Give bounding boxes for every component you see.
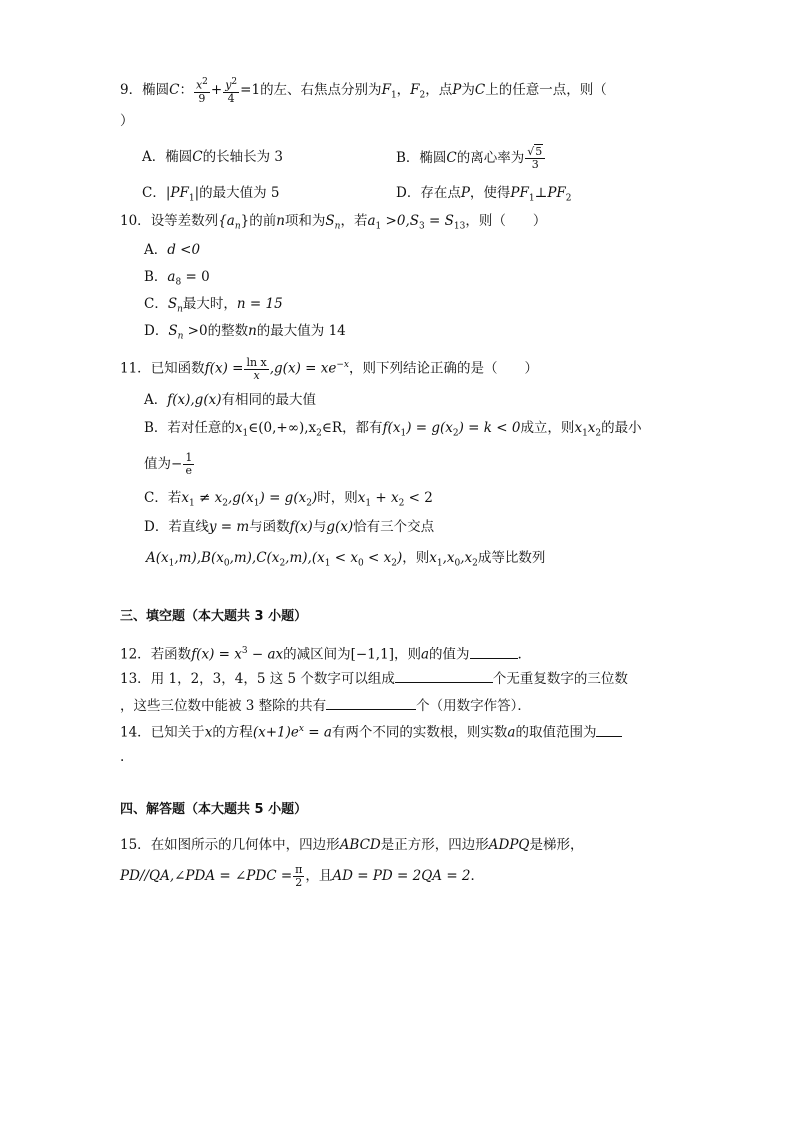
q11-option-b: B．若对任意的$x_1\in(0,+\infty),x_2\in R$，都有$f(x_1) = g(x_2) = k < 0$成立，则$x_1x_2$的最小 [144, 420, 642, 439]
q9-option-c: C．$|PF_1|$的最大值为 5 [142, 185, 280, 204]
fraction-y2-over-4: $\frac{y^2}{4}$ [225, 77, 238, 105]
q11-option-d-cont: $A(x_1,m),B(x_0,m),C(x_2,m),(x_1 < x_0 < x_2)$，则$x_1,x_0,x_2$成等比数列 [146, 550, 546, 569]
q10-option-c: C．$S_n$最大时，n = 15 [144, 296, 283, 315]
fraction-1-over-e: $\frac{1}{e}$ [185, 451, 193, 477]
q10-option-a: A．d <0 [144, 242, 201, 258]
q12: 12．若函数$f(x) = x^3$ − ax的减区间为[−1,1]，则a的值为 . [120, 646, 522, 663]
q10-stem: 10．设等差数列$\{a_n\}$的前n项和为$S_n$，若$a_1 >0,S_3 = S_{13}$，则（ ） [120, 213, 547, 232]
section-4-heading: 四、解答题（本大题共 5 小题） [120, 802, 308, 817]
q13-answer-blank-1[interactable] [395, 669, 493, 683]
q9-option-d: D．存在点P，使得$PF_1\perp PF_2$ [396, 185, 572, 204]
section-3-heading: 三、填空题（本大题共 3 小题） [120, 609, 308, 624]
q9-option-b: B．椭圆C的离心率为 $\frac{√5}{3}$ [396, 146, 546, 171]
q9-stem: 9．椭圆C： $\frac{x^2}{9}$ + $\frac{y^2}{4}$ =1的左、右焦点分别为$F_1$，$F_2$，点P为C上的任意一点，则（ [120, 77, 607, 105]
fraction-lnx-over-x: $\frac{\text{ln x}}{x}$ [246, 355, 267, 382]
q15: 15．在如图所示的几何体中，四边形ABCD是正方形，四边形ADPQ是梯形， [120, 837, 584, 853]
q12-answer-blank[interactable] [470, 645, 518, 659]
q11-stem: 11．已知函数f(x) = $\frac{\text{ln x}}{x}$ $,g(x) = xe^{-x}$，则下列结论正确的是（ ） [120, 355, 538, 382]
fraction-pi-over-2: $\frac{\pi}{2}$ [295, 863, 303, 889]
q10-option-b: B．$a_8 = 0$ [144, 269, 210, 288]
q11-option-c: C．若$x_1 \ne x_2,g(x_1) = g(x_2)$时，则$x_1 + x_2 < 2$ [144, 490, 433, 509]
q14-end: . [120, 749, 125, 765]
q9-option-a: A．椭圆C的长轴长为 3 [142, 149, 283, 165]
q11-option-a: A．f(x),g(x)有相同的最大值 [144, 392, 316, 408]
fraction-sqrt5-over-3: $\frac{√5}{3}$ [525, 146, 545, 171]
q14: 14．已知关于x的方程$(x+1)e^x = a$有两个不同的实数根，则实数a的取值范围为 [120, 720, 683, 742]
q15-cont: PD//QA,∠PDA = ∠PDC = $\frac{\pi}{2}$ ，且AD = PD = 2QA = 2． [120, 863, 485, 889]
q11-option-d: D．若直线y = m与函数f(x)与g(x)恰有三个交点 [144, 519, 435, 535]
fraction-x2-over-9: $\frac{x^2}{9}$ [195, 77, 208, 105]
q13-answer-blank-2[interactable] [326, 696, 416, 710]
q13-cont: ，这些三位数中能被 3 整除的共有 个（用数字作答）． [120, 698, 531, 714]
q14-answer-blank[interactable] [596, 723, 622, 737]
q10-option-d: D．$S_n >0$的整数n的最大值为 14 [144, 323, 346, 342]
q13: 13．用 1，2，3，4，5 这 5 个数字可以组成 个无重复数字的三位数 [120, 671, 628, 687]
q9-stem-end: ） [120, 113, 134, 129]
q11-option-b-cont: 值为− $\frac{1}{e}$ [144, 451, 193, 477]
